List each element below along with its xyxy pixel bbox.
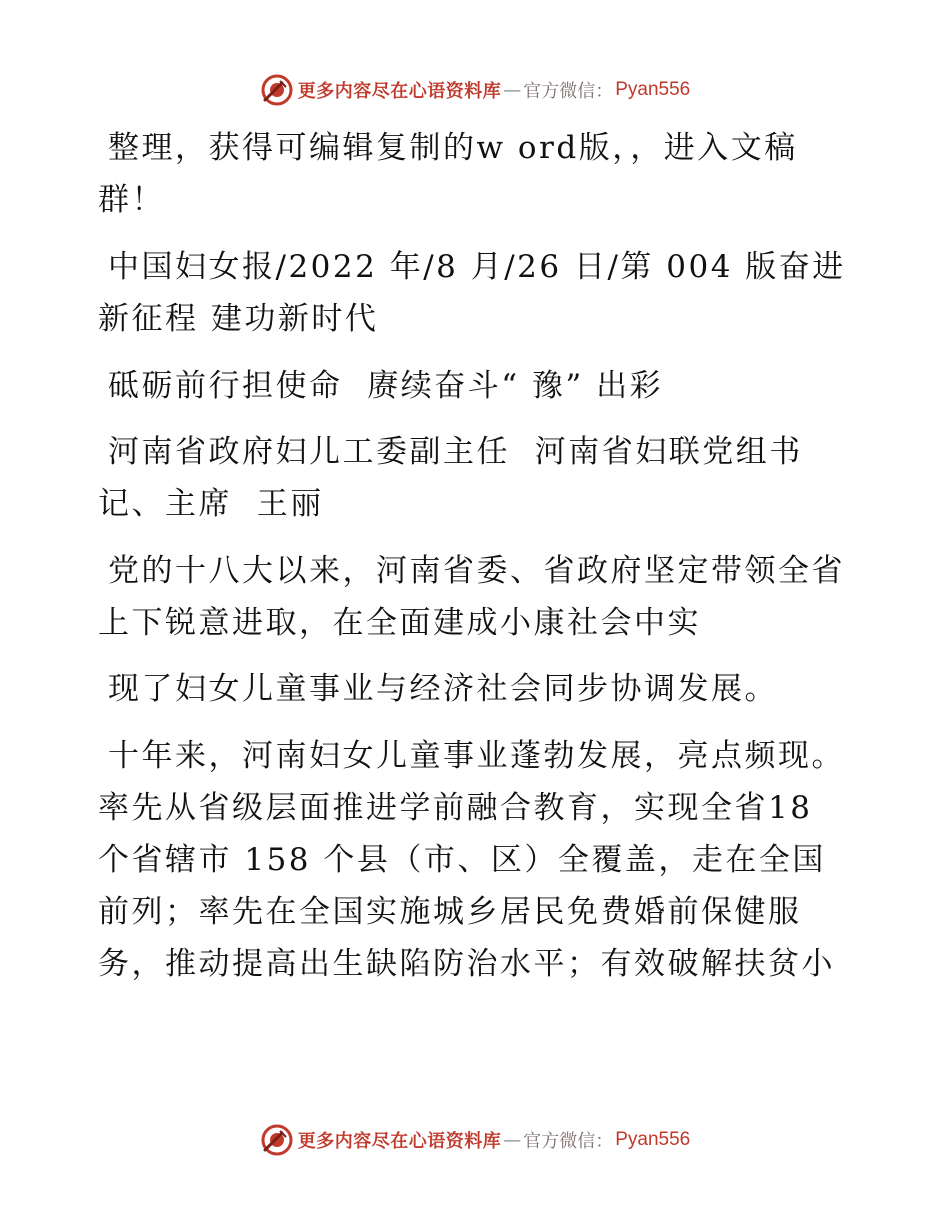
banner-wechat-id: Pyan556 bbox=[615, 1129, 691, 1150]
paragraph-headline: 砥砺前行担使命 赓续奋斗“ 豫” 出彩 bbox=[108, 368, 664, 404]
banner-title: 更多内容尽在心语资料库 bbox=[297, 1131, 502, 1152]
logo-icon bbox=[260, 1123, 294, 1157]
banner-title: 更多内容尽在心语资料库 bbox=[297, 81, 502, 102]
paragraph-byline: 河南省政府妇儿工委副主任 河南省妇联党组书记、主席 王丽 bbox=[98, 434, 803, 522]
header-watermark-banner bbox=[0, 70, 950, 110]
document-body bbox=[98, 122, 858, 1005]
banner-official-label: 官方微信： bbox=[523, 1131, 614, 1152]
banner-wechat-id: Pyan556 bbox=[615, 79, 691, 100]
paragraph: 党的十八大以来，河南省委、省政府坚定带领全省上下锐意进取，在全面建成小康社会中实 bbox=[98, 553, 845, 641]
paragraph: 中国妇女报/2022 年/8 月/26 日/第 004 版奋进新征程 建功新时代 bbox=[98, 249, 846, 337]
banner-official-label: 官方微信： bbox=[523, 81, 614, 102]
banner-dash: — bbox=[503, 1129, 522, 1151]
paragraph: 十年来，河南妇女儿童事业蓬勃发展，亮点频现。率先从省级层面推进学前融合教育，实现全省18 个省辖市 158 个县（市、区）全覆盖，走在全国前列；率先在全国实施城乡居民免费婚前保健服务，推动提高出生缺陷防治水平；有效破解扶贫小 bbox=[98, 738, 845, 982]
banner-dash: — bbox=[503, 79, 522, 101]
paragraph: 现了妇女儿童事业与经济社会同步协调发展。 bbox=[108, 671, 778, 707]
paragraph: 整理，获得可编辑复制的w ord版，，进入文稿群！ bbox=[98, 130, 798, 218]
footer-watermark-banner bbox=[0, 1120, 950, 1160]
logo-icon bbox=[260, 73, 294, 107]
